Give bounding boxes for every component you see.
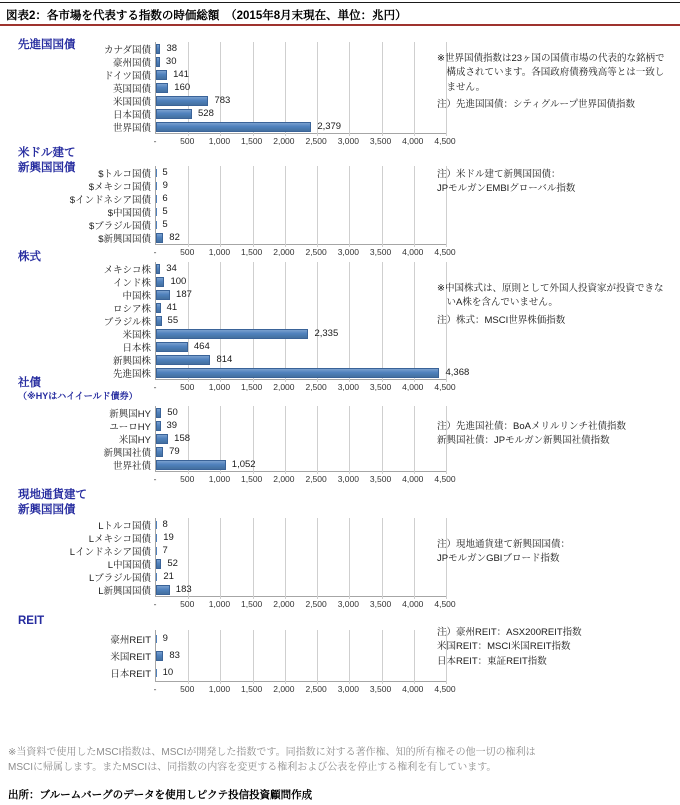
category-label: 豪州REIT [110,634,151,646]
x-axis [153,472,456,486]
axis-tick-label: 1,000 [208,247,231,257]
bar [156,109,192,119]
category-label: L中国国債 [107,559,151,571]
value-label: 160 [174,82,191,93]
bar-row [107,205,446,219]
title-rule [0,24,680,26]
value-label: 82 [169,232,180,243]
note-line: 注）米ドル建て新興国国債： [437,169,561,180]
value-label: 464 [193,341,210,352]
bar [156,521,157,529]
value-label: 21 [163,571,174,582]
category-label: 中国株 [122,290,151,302]
bar-row [88,179,446,193]
category-label: 豪州国債 [112,57,151,69]
value-label: 83 [169,650,180,661]
plot-area [69,166,446,245]
bar-row [112,94,446,108]
section-heading-line: 新興国国債 [18,161,76,174]
bar [156,57,160,67]
axis-tick-label: 4,000 [402,599,424,609]
category-label: ドイツ国債 [103,70,151,82]
bar [156,559,161,569]
bar-row [88,218,446,232]
axis-tick-label: 2,500 [305,474,327,484]
note-line: 新興国社債：JPモルガン新興国社債指数 [437,435,610,447]
axis-tick-label: 4,000 [402,474,424,484]
section-heading-line: 新興国国債 [18,503,76,516]
category-label: ユーロHY [109,421,151,433]
plot-area [103,262,470,380]
x-axis [153,682,456,696]
category-label: 日本REIT [110,668,151,680]
note-line: 日本REIT：東証REIT指数 [437,655,547,667]
bar [156,264,160,274]
top-border [0,2,680,3]
bar-row [112,81,446,95]
category-label: 日本国債 [112,109,151,121]
bar [156,83,168,93]
axis-tick-label: 1,500 [241,382,263,392]
value-label: 5 [162,219,168,230]
bar-row [98,583,446,597]
bar-row [88,531,446,545]
chart-note [437,626,669,669]
bar [156,447,163,457]
note-line: 注）株式：MSCI世界株価指数 [437,314,566,326]
value-label: 6 [162,193,168,204]
bar [156,421,161,431]
section-subtitle: （※HYはハイイールド債券） [18,390,138,401]
axis-tick-label: - [153,382,157,392]
bar-row [110,664,446,681]
axis-tick-label: - [153,684,157,694]
bar-row [112,353,446,367]
axis-tick-label: 1,500 [241,136,263,146]
section-heading-line: REIT [18,615,45,627]
bar-row [112,120,446,134]
bar-row [112,107,446,121]
value-label: 158 [174,433,191,444]
section-heading-line: 米ドル建て [18,147,76,159]
value-label: 79 [169,446,180,457]
axis-tick-label: 500 [180,136,195,146]
bar [156,434,168,444]
bar-row [98,518,446,532]
axis-tick-label: 4,000 [402,382,424,392]
axis-tick-label: 2,500 [305,599,327,609]
disclaimer-line: ※当資料で使用したMSCI指数は、MSCIが開発した指数です。同指数に対する著作権、知的所有権その他一切の権利は [8,747,536,758]
axis-tick-label: 3,500 [369,136,392,146]
disclaimer-line: MSCIに帰属します。またMSCIは、同指数の内容を変更する権利および公表を停止する権利を有しています。 [8,761,497,773]
bar [156,408,161,418]
category-label: 英国国債 [112,83,151,95]
value-label: 41 [166,302,178,313]
bar-row [103,68,446,82]
bar-row [98,166,446,180]
bar [156,573,157,581]
section-heading-line: 先進国国債 [18,39,76,51]
category-label: Lインドネシア国債 [69,546,151,558]
axis-tick-label: 3,000 [337,382,359,392]
bar-row [110,647,446,664]
axis-tick-label: 3,000 [337,136,359,146]
value-label: 183 [175,584,192,595]
value-label: 34 [166,263,177,274]
axis-tick-label: 500 [180,474,195,484]
value-label: 9 [162,633,168,644]
category-label: 世界社債 [112,460,151,472]
axis-tick-label: 4,500 [434,474,456,484]
plot-area [110,630,446,682]
axis-tick-label: 4,000 [402,247,424,257]
axis-tick-label: 4,000 [402,684,424,694]
value-label: 39 [166,420,178,431]
bar-row [112,275,446,289]
axis-tick-label: 500 [180,684,195,694]
value-label: 4,368 [445,367,470,378]
value-label: 9 [162,180,168,191]
bar-row [103,262,446,276]
category-label: 先進国株 [112,368,151,380]
bar-row [107,557,446,571]
axis-tick-label: 3,500 [369,247,392,257]
value-label: 187 [176,289,192,300]
category-label: 新興国HY [109,408,151,420]
axis-tick-label: 500 [180,599,195,609]
axis-tick-label: 2,500 [305,382,327,392]
figure-title: 図表2：各市場を代表する指数の時価総額 （2015年8月末現在、単位：兆円） [6,10,407,22]
value-label: 528 [198,108,214,119]
value-label: 100 [170,276,187,287]
axis-tick-label: 1,500 [241,474,263,484]
bar [156,290,170,300]
note-line: JPモルガンEMBIグローバル指数 [437,183,576,195]
axis-tick-label: 2,000 [273,474,295,484]
axis-tick-label: 1,000 [208,474,231,484]
axis-tick-label: 3,500 [369,684,392,694]
axis-tick-label: 4,500 [434,136,456,146]
section-heading-line: 株式 [18,251,41,263]
category-label: 新興国社債 [103,447,151,459]
axis-tick-label: 4,500 [434,247,456,257]
source-line: 出所：ブルームバーグのデータを使用しピクテ投信投資顧問作成 [8,789,313,801]
category-label: Lメキシコ国債 [88,533,151,545]
value-label: 19 [163,532,174,543]
plot-area [69,518,446,597]
bar [156,355,210,365]
msci-disclaimer [8,746,672,775]
bar [156,635,157,643]
bar [156,233,163,243]
bar-row [112,458,446,472]
axis-tick-label: 1,000 [208,684,231,694]
axis-tick-label: 500 [180,382,195,392]
section-heading [18,376,138,403]
category-label: 米国国債 [112,96,151,108]
bar-row [122,327,446,341]
bar-row [103,445,446,459]
bar-row [110,630,446,647]
axis-tick-label: 2,000 [273,247,295,257]
bar-row [98,231,446,245]
section-heading [18,488,87,518]
value-label: 5 [162,206,168,217]
category-label: 新興国株 [112,355,151,367]
value-label: 30 [165,56,177,67]
axis-tick-label: 3,500 [369,382,392,392]
category-label: $中国国債 [107,207,151,219]
bar [156,182,157,190]
category-label: $インドネシア国債 [69,194,151,206]
note-line: 注）現地通貨建て新興国国債： [437,539,571,550]
bar [156,534,157,542]
bar [156,329,308,339]
category-label: Lブラジル国債 [88,572,151,584]
axis-tick-label: 2,500 [305,136,327,146]
plot-area [103,42,446,134]
bar [156,342,188,352]
category-label: メキシコ株 [103,264,151,276]
axis-tick-label: 4,500 [434,684,456,694]
axis-tick-label: 4,500 [434,382,456,392]
value-label: 7 [162,545,168,556]
bar [156,585,170,595]
axis-tick-label: 3,000 [337,247,359,257]
category-label: 日本株 [122,342,151,354]
bar-row [109,419,446,433]
value-label: 2,335 [314,328,339,339]
category-label: 米国REIT [110,651,151,663]
axis-tick-label: 3,500 [369,599,392,609]
bar-row [103,314,446,328]
section-heading [18,614,44,629]
axis-tick-label: - [153,136,157,146]
category-label: ロシア株 [112,303,151,315]
axis-tick-label: 3,000 [337,599,359,609]
bar [156,669,157,677]
value-label: 1,052 [231,459,256,470]
value-label: 50 [167,407,178,418]
bar-row [112,55,446,69]
bar [156,460,226,470]
chart-note [437,282,669,328]
axis-tick-label: 3,500 [369,474,392,484]
axis-tick-label: 3,000 [337,474,359,484]
bar [156,651,163,661]
axis-tick-label: 500 [180,247,195,257]
axis-tick-label: 1,000 [208,382,231,392]
axis-tick-label: 2,500 [305,684,327,694]
bar [156,368,439,378]
axis-tick-label: 2,000 [273,599,295,609]
bar-row [69,192,446,206]
category-label: 世界国債 [112,122,151,134]
axis-tick-label: 2,500 [305,247,327,257]
category-label: インド株 [112,277,151,289]
bar-row [118,432,446,446]
bar-row [112,366,470,380]
section-heading-line: 社債 [18,377,41,389]
category-label: 米国HY [118,434,151,446]
bar-row [109,406,446,420]
category-label: $ブラジル国債 [88,220,151,232]
value-label: 10 [162,667,174,678]
value-label: 2,379 [317,121,342,132]
axis-tick-label: 3,000 [337,684,359,694]
x-axis [153,597,456,611]
chart-section [0,146,680,259]
value-label: 55 [167,315,179,326]
value-label: 783 [214,95,231,106]
chart-note [437,420,669,449]
bar [156,96,208,106]
category-label: カナダ国債 [103,44,151,56]
note-line: 注）先進国社債：BoAメリルリンチ社債指数 [437,421,626,432]
axis-tick-label: 1,000 [208,599,231,609]
value-label: 141 [173,69,189,80]
axis-tick-label: 2,000 [273,382,295,392]
note-line: 注）豪州REIT：ASX200REIT指数 [437,627,582,638]
chart-note [437,168,669,197]
category-label: $トルコ国債 [98,168,151,180]
note-line: 米国REIT：MSCI米国REIT指数 [437,641,571,653]
bar [156,303,161,313]
category-label: ブラジル株 [103,316,151,328]
bar [156,44,160,54]
bar-row [122,340,446,354]
plot-area [103,406,446,472]
bar-row [69,544,446,558]
axis-tick-label: - [153,599,157,609]
note-line: 注）先進国国債：シティグループ世界国債指数 [437,98,635,110]
category-label: 米国株 [122,329,151,341]
note-line: JPモルガンGBIブロード指数 [437,553,560,565]
section-heading-line: 現地通貨建て [18,489,87,501]
bar-row [122,288,446,302]
category-label: $メキシコ国債 [88,181,151,193]
bar-row [88,570,446,584]
bar [156,70,167,80]
note-line: ※世界国債指数は23ヶ国の国債市場の代表的な銘柄で構成されています。各国政府債務残高等とは一致しません。 [437,53,665,93]
axis-tick-label: 1,500 [241,599,263,609]
bar [156,122,311,132]
axis-tick-label: 1,500 [241,247,263,257]
bar-row [112,301,446,315]
bar-row [103,42,446,56]
value-label: 52 [167,558,178,569]
bar [156,316,162,326]
value-label: 8 [162,519,168,530]
chart-note [437,538,669,567]
value-label: 38 [166,43,178,54]
axis-tick-label: 4,000 [402,136,424,146]
value-label: 814 [216,354,233,365]
axis-tick-label: 1,000 [208,136,231,146]
axis-tick-label: - [153,474,157,484]
axis-tick-label: 1,500 [241,684,263,694]
category-label: $新興国国債 [98,233,151,245]
axis-tick-label: 2,000 [273,684,295,694]
axis-tick-label: 4,500 [434,599,456,609]
chart-note [437,52,669,112]
category-label: Lトルコ国債 [98,520,151,532]
bar [156,277,164,287]
axis-tick-label: 2,000 [273,136,295,146]
category-label: L新興国国債 [98,585,151,597]
axis-tick-label: - [153,247,157,257]
value-label: 5 [162,167,168,178]
note-line: ※中国株式は、原則として外国人投資家が投資できないA株を含んでいません。 [437,283,664,309]
